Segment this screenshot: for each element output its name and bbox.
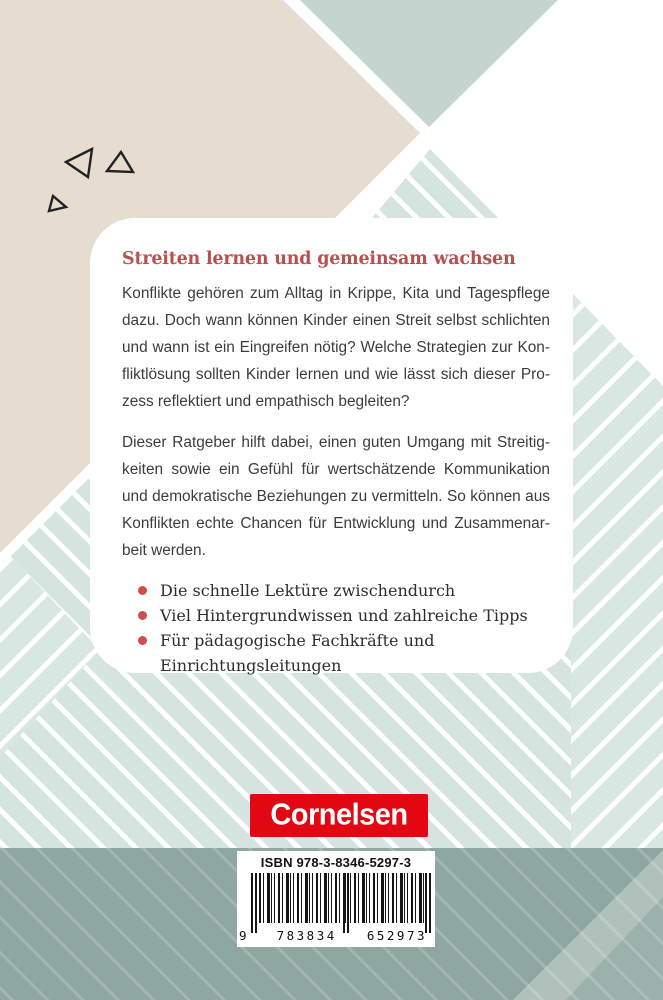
bullet-dot-icon [138, 611, 147, 620]
barcode-guard-bar [429, 873, 431, 933]
barcode-guard-bar [255, 873, 257, 933]
list-item [138, 578, 550, 603]
striped-shape-right [571, 292, 663, 848]
barcode-digit-group: 783834 [276, 928, 337, 943]
barcode-guard-bar [251, 873, 253, 933]
barcode-guard-bar [343, 873, 345, 933]
blurb-paragraph: Konflikte gehören zum Alltag in Krippe, Kita und Tagespflege dazu. Doch wann können Kinder einen Streit selbst schlichten und wann ist ein Eingreifen nötig? Welche Strategien zur Konfliktlösung sollten Kinder lernen und wie lässt sich dieser Prozess reflektiert und empathisch begleiten? [122, 285, 550, 410]
publisher-logo [250, 794, 428, 837]
barcode-digit-group: 9 [239, 928, 247, 943]
list-item-label: Viel Hintergrundwissen und zahlreiche Tipps [160, 606, 528, 625]
bullet-dot-icon [138, 586, 147, 595]
blurb-paragraph: Dieser Ratgeber hilft dabei, einen guten Umgang mit Streitigkeiten sowie ein Gefühl für wertschätzende Kommunikation und demokratische Beziehungen zu vermitteln. So können aus Konflikten echte Chancen für Entwicklung und Zusammenarbeit werden. [122, 434, 550, 559]
barcode-digit-group: 652973 [366, 928, 427, 943]
list-item-label: Für pädagogische Fachkräfte und Einrichtungsleitungen [160, 631, 435, 675]
list-item-label: Die schnelle Lektüre zwischendurch [160, 581, 456, 600]
isbn-barcode [237, 851, 435, 947]
publisher-logo-text: Cornelsen [270, 798, 408, 832]
blurb-heading: Streiten lernen und gemeinsam wachsen [122, 249, 516, 269]
blurb-card [90, 218, 573, 673]
list-item [138, 628, 550, 678]
barcode-digits [239, 928, 427, 943]
barcode-guard-bar [425, 873, 427, 933]
barcode-guard-bar [347, 873, 349, 933]
feature-list [122, 578, 550, 678]
bullet-dot-icon [138, 636, 147, 645]
list-item [138, 603, 550, 628]
isbn-label: ISBN 978-3-8346-5297-3 [260, 855, 412, 870]
